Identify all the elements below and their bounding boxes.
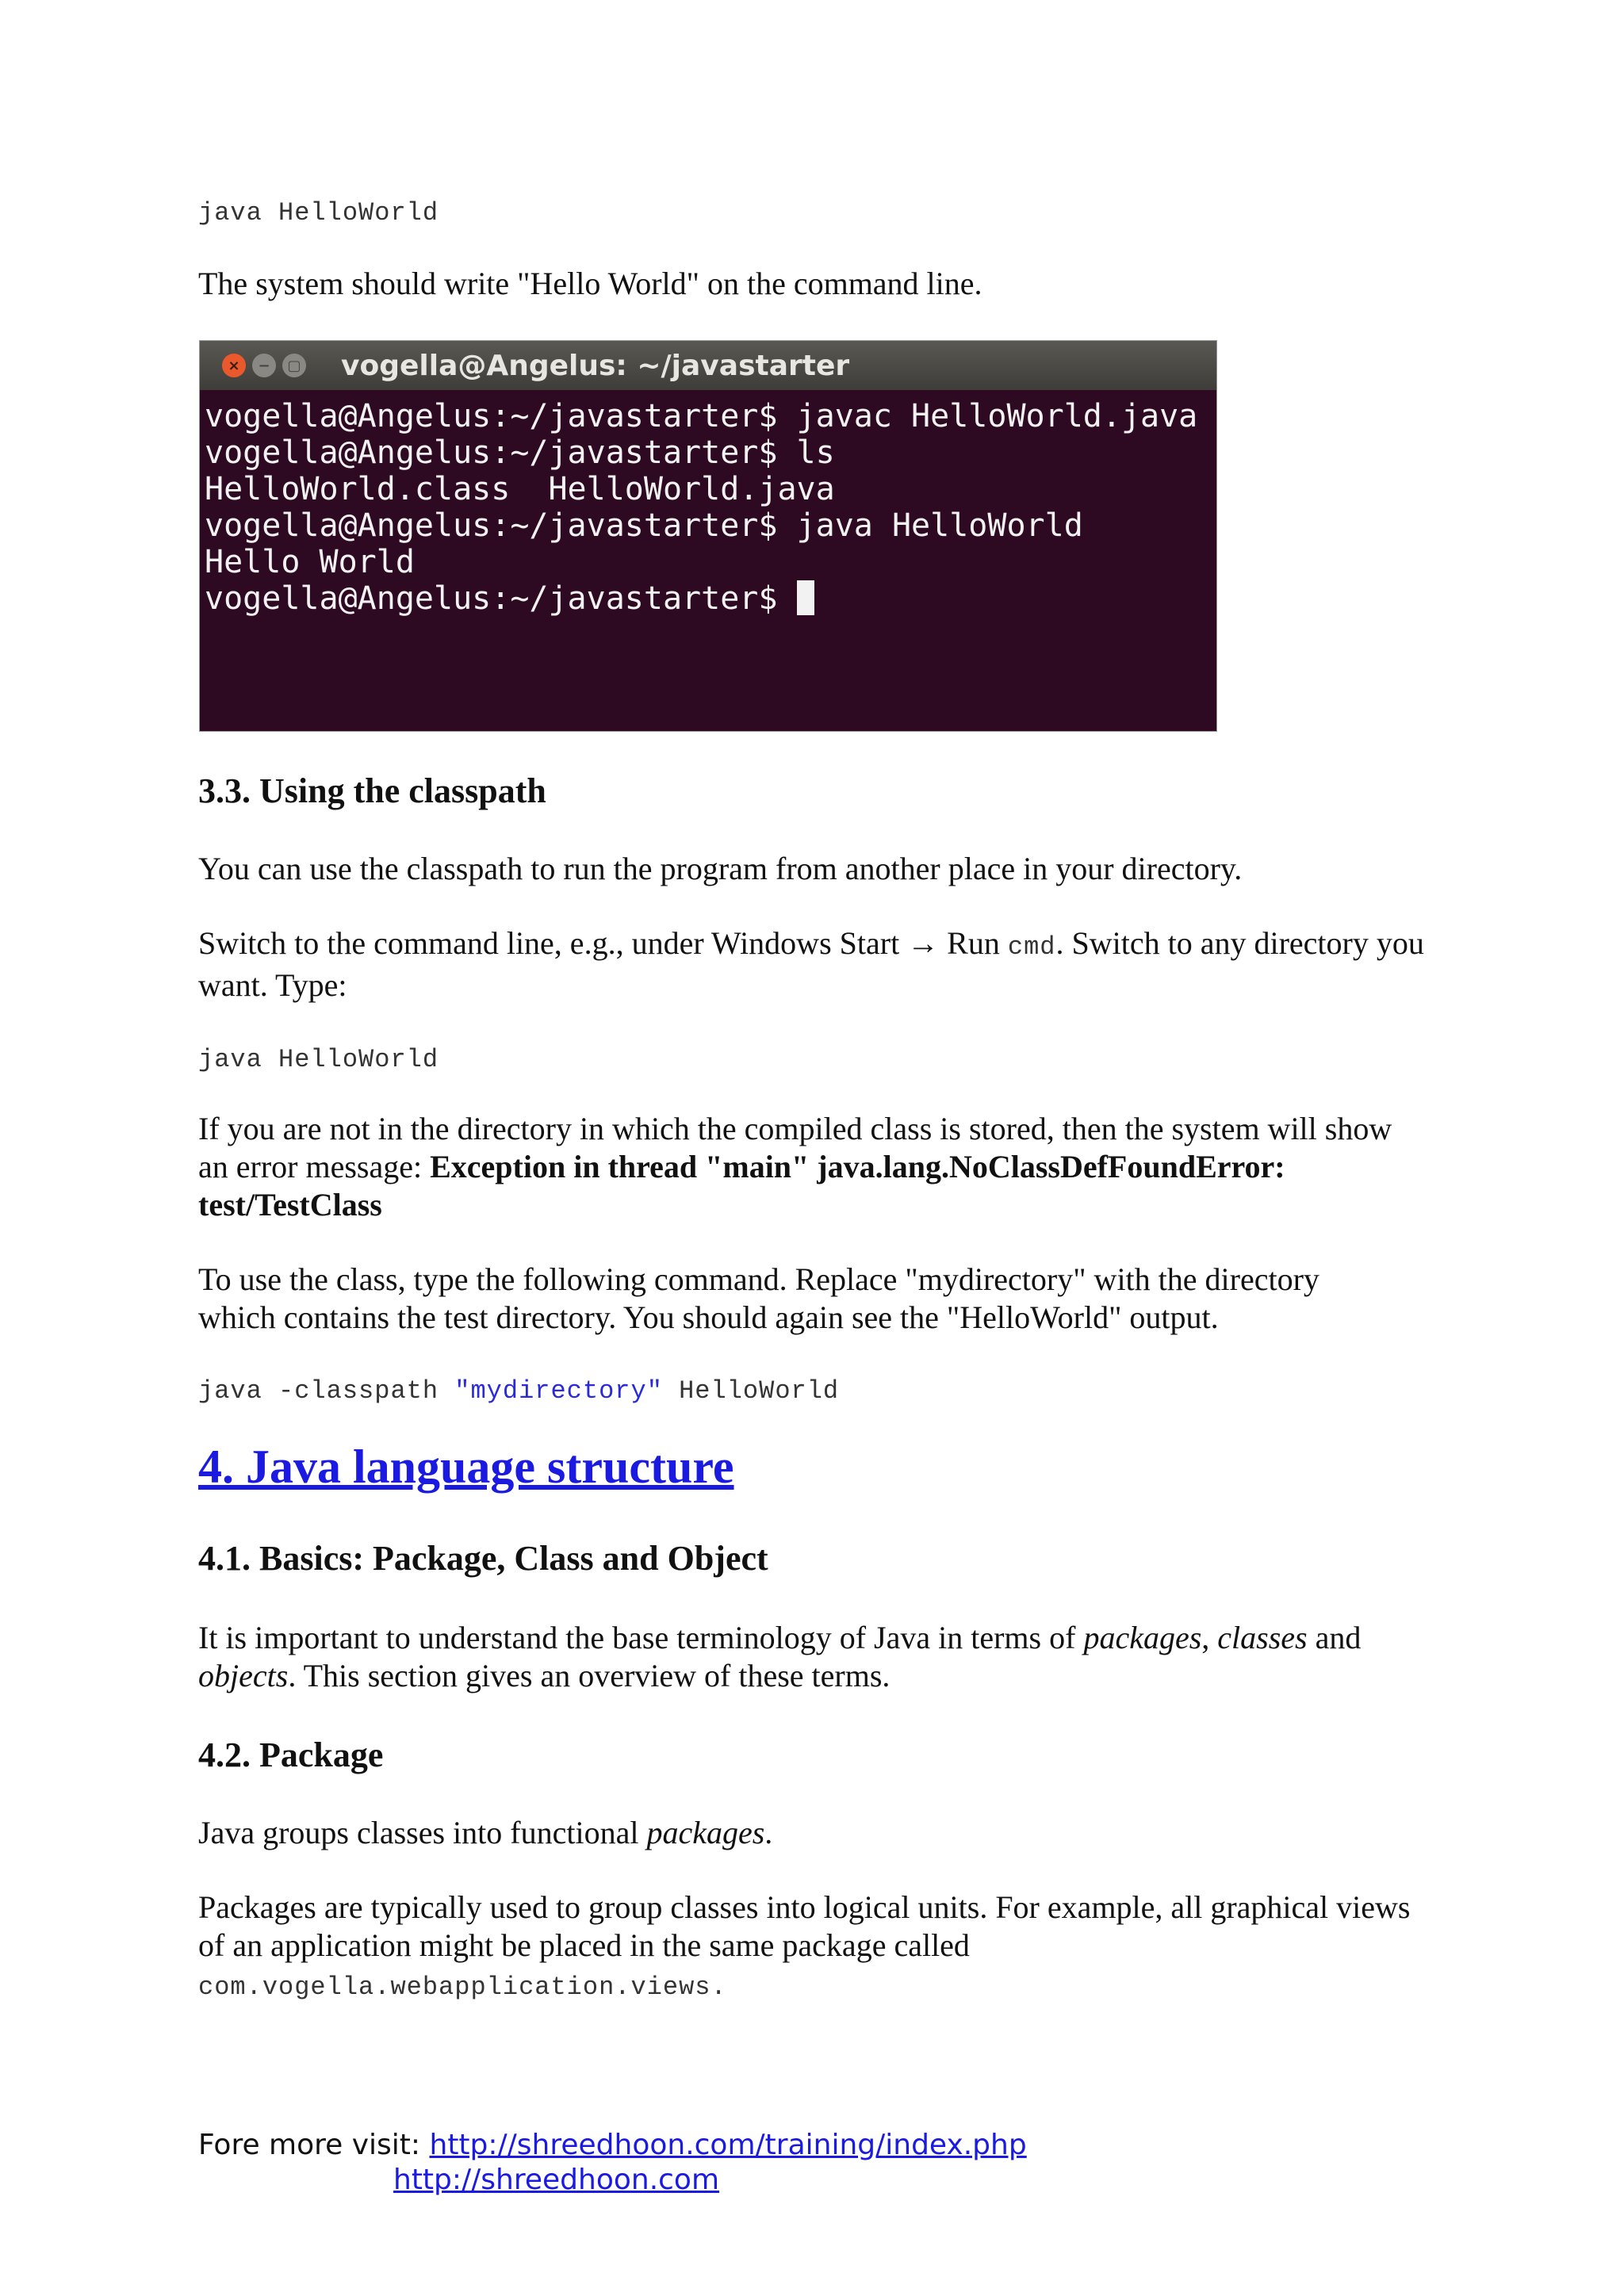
terminal-screenshot [200,341,1216,731]
code-run: HelloWorld [662,1376,840,1406]
paragraph-switch-command-line [198,924,1435,1004]
terminal-prompt: vogella@Angelus:~/javastarter$ [205,580,797,617]
paragraph-terminology [198,1619,1435,1695]
code-string: "mydirectory" [454,1376,663,1406]
paragraph-use-class: To use the class, type the following command. Replace "mydirectory" with the directory which contains the test directory. You should again see the "HelloWorld" output. [198,1261,1320,1335]
section-heading-4-1: 4.1. Basics: Package, Class and Object [198,1539,768,1578]
chapter-heading-4[interactable]: 4. Java language structure [198,1441,734,1493]
code-run: java -classpath [198,1376,455,1406]
terminal-line: HelloWorld.class HelloWorld.java [205,471,835,507]
paragraph-hello-output: The system should write "Hello World" on the command line. [198,266,982,301]
terminal-output [200,390,1216,625]
terminal-title: vogella@Angelus: ~/javastarter [341,349,850,382]
terminal-titlebar [200,341,1216,390]
text-run: . Switch to any directory you want. Type: [198,925,1424,1003]
footer-line-2 [198,2163,1027,2198]
section-heading-3-3: 3.3. Using the classpath [198,771,546,810]
term-packages: packages [1083,1620,1202,1655]
text-run: Switch to the command line, e.g., under Windows Start → Run [198,925,1008,961]
term-objects: objects [198,1658,289,1693]
footer [198,2128,1027,2198]
code-line-java-helloworld-2: java HelloWorld [198,1045,439,1074]
minimize-icon: − [252,354,276,377]
maximize-icon: ▢ [282,354,306,377]
text-run: If you are not in the directory in which the compiled class is stored, then the system will show an error message: [198,1111,1392,1184]
term-packages: packages [646,1815,765,1850]
footer-line-1 [198,2128,1027,2163]
terminal-line: vogella@Angelus:~/javastarter$ javac HelloWorld.java [205,398,1198,434]
code-package-name: com.vogella.webapplication.views. [198,1973,727,2002]
text-run: . This section gives an overview of these terms. [288,1658,891,1693]
paragraph-packages-usage: Packages are typically used to group classes into logical units. For example, all graphical views of an application might be placed in the same package called [198,1889,1411,1963]
terminal-line: vogella@Angelus:~/javastarter$ java HelloWorld [205,507,1083,544]
text-run: Java groups classes into functional [198,1815,647,1850]
term-classes: classes [1217,1620,1308,1655]
cursor-icon [797,580,814,615]
text-run: . [764,1815,773,1850]
section-heading-4-2: 4.2. Package [198,1735,384,1774]
text-run: , [1201,1620,1218,1655]
close-icon: × [222,354,246,377]
terminal-prompt-line [205,580,1212,617]
paragraph-java-groups [198,1814,772,1852]
error-message-text: Exception in thread "main" java.lang.NoClassDefFoundError: test/TestClass [198,1149,1285,1223]
terminal-line: Hello World [205,544,415,580]
paragraph-classpath-intro: You can use the classpath to run the program from another place in your directory. [198,851,1243,886]
text-run: and [1307,1620,1362,1655]
paragraph-error-message [198,1110,1404,1224]
terminal-line: vogella@Angelus:~/javastarter$ ls [205,434,835,471]
text-run: It is important to understand the base terminology of Java in terms of [198,1620,1084,1655]
code-line-java-helloworld: java HelloWorld [198,198,439,228]
inline-code-cmd: cmd [1007,932,1056,962]
footer-label: Fore more visit: [198,2129,430,2161]
footer-link-training[interactable]: http://shreedhoon.com/training/index.php [429,2129,1027,2161]
code-line-classpath [198,1376,839,1406]
footer-link-home[interactable]: http://shreedhoon.com [393,2164,720,2196]
